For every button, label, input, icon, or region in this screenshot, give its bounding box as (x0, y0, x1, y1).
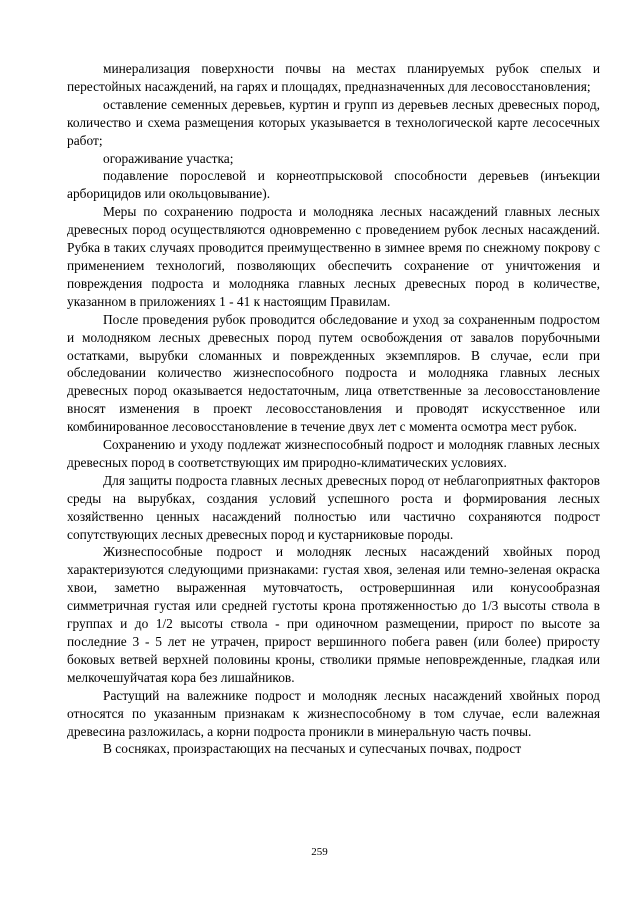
paragraph-seed-trees: оставление семенных деревьев, куртин и групп из деревьев лесных древесных пород, количество и схема размещения которых указывается в технологической карте лесосечных работ; (67, 96, 600, 148)
paragraph-deadwood-growth: Растущий на валежнике подрост и молодняк лесных насаждений хвойных пород относятся по указанным признакам к жизнеспособному в том случае, если валежная древесина разложилась, а корни подроста проникли в минеральную часть почвы. (67, 687, 600, 739)
paragraph-undergrowth-measures: Меры по сохранению подроста и молодняка лесных насаждений главных лесных древесных пород осуществляются одновременно с проведением рубок лесных насаждений. Рубка в таких случаях проводится преимущественно в зимнее время по снежному покрову с применением технологий, позволяющих обеспечить сохранение от уничтожения и повреждения подроста и молодняка главных лесных древесных пород в количестве, указанном в приложениях 1 - 41 к настоящим Правилам. (67, 204, 600, 309)
document-body (67, 60, 600, 758)
paragraph-viability-signs: Жизнеспособные подрост и молодняк лесных насаждений хвойных пород характеризуются следующими признаками: густая хвоя, зеленая или темно-зеленая окраска хвои, заметно выраженная мутовчатость, островершинная или конусообразная симметричная густая или средней густоты крона протяженностью до 1/3 высоты ствола в группах и до 1/2 высоты ствола - при одиночном размещении, прирост по высоте за последние 3 - 5 лет не утрачен, прирост вершинного побега равен (или более) приросту боковых ветвей верхней половины кроны, стволики прямые неповрежденные, гладкая или мелкочешуйчатая кора без лишайников. (67, 544, 600, 685)
page-number: 259 (311, 846, 328, 858)
paragraph-fencing: огораживание участка; (103, 150, 234, 166)
paragraph-suppression: подавление порослевой и корнеотпрысковой способности деревьев (инъекции арборицидов или окольцовывание). (67, 168, 600, 202)
paragraph-mineralization: минерализация поверхности почвы на местах планируемых рубок спелых и перестойных насаждений, на гарях и площадях, предназначенных для лесовосстановления; (67, 61, 600, 94)
paragraph-pine-forests: В сосняках, произрастающих на песчаных и супесчаных почвах, подрост (103, 741, 522, 757)
paragraph-care-subject: Сохранению и уходу подлежат жизнеспособный подрост и молодняк главных лесных древесных пород в соответствующих им природно-климатических условиях. (67, 437, 600, 470)
paragraph-protection: Для защиты подроста главных лесных древесных пород от неблагоприятных факторов среды на вырубках, создания условий успешного роста и формирования лесных хозяйственно ценных насаждений полностью или частично сохраняются подрост сопутствующих лесных древесных пород и кустарниковые породы. (67, 472, 600, 542)
paragraph-post-felling-survey: После проведения рубок проводится обследование и уход за сохраненным подростом и молодняком лесных древесных пород путем освобождения от завалов порубочными остатками, вырубки сломанных и поврежденных экземпляров. В случае, если при обследовании количество жизнеспособного подроста и молодняка главных лесных древесных пород оказывается недостаточным, лица ответственные за лесовосстановление вносят изменения в проект лесовосстановления и проводят искусственное или комбинированное лесовосстановление в течение двух лет с момента осмотра мест рубок. (67, 311, 600, 435)
